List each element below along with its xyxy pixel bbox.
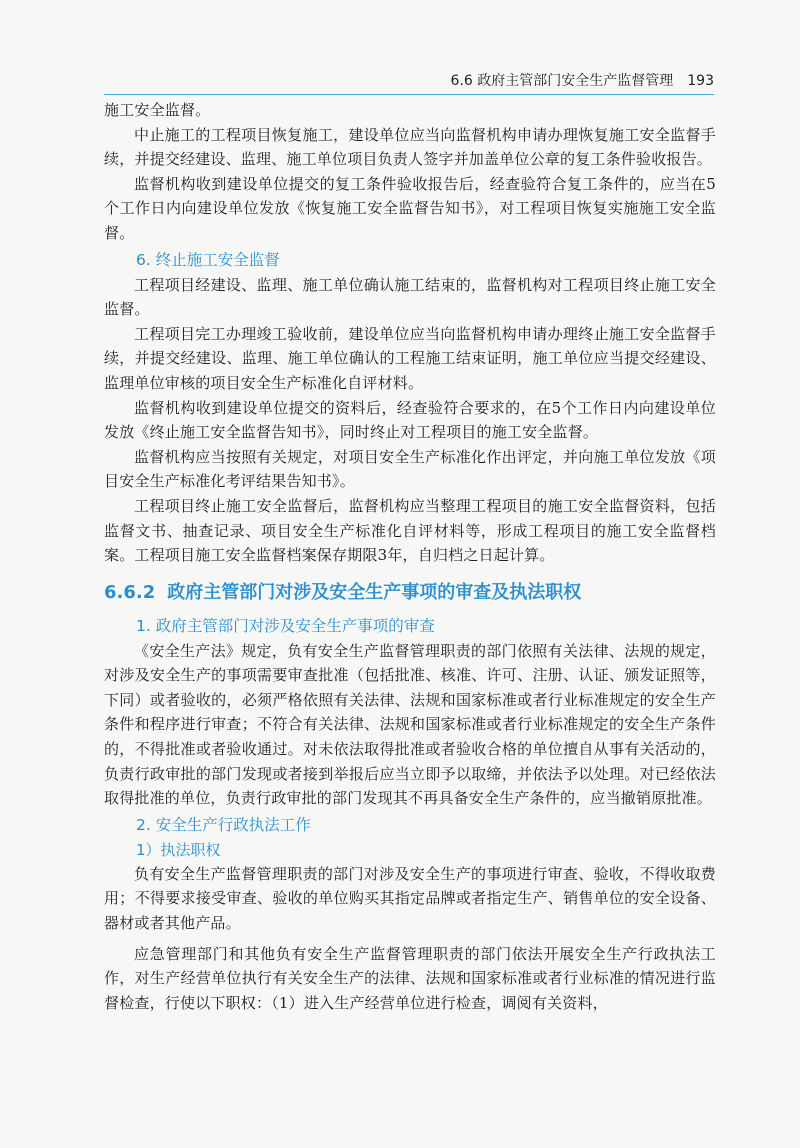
section-title: 政府主管部门对涉及安全生产事项的审查及执法职权 — [167, 581, 582, 603]
section-heading — [104, 578, 716, 608]
paragraph: 应急管理部门和其他负有安全生产监督管理职责的部门依法开展安全生产行政执法工作，对生产经营单位执行有关安全生产的法律、法规和国家标准或者行业标准的情况进行监督检查，行使以下职权：（1）进入生产经营单位进行检查，调阅有关资料， — [104, 944, 716, 1012]
paragraph: 监督机构收到建设单位提交的资料后，经查验符合要求的，在5个工作日内向建设单位发放《终止施工安全监督告知书》，同时终止对工程项目的施工安全监督。 — [104, 398, 716, 442]
subsection-heading: 1. 政府主管部门对涉及安全生产事项的审查 — [136, 616, 435, 635]
paragraph: 中止施工的工程项目恢复施工，建设单位应当向监督机构申请办理恢复施工安全监督手续，并提交经建设、监理、施工单位项目负责人签字并加盖单位公章的复工条件验收报告。 — [104, 125, 716, 169]
page-number: 193 — [687, 73, 714, 89]
header-section-title: 6.6 政府主管部门安全生产监督管理 — [450, 73, 674, 89]
paragraph: 工程项目终止施工安全监督后，监督机构应当整理工程项目的施工安全监督资料，包括监督文书、抽查记录、项目安全生产标准化自评材料等，形成工程项目的施工安全监督档案。工程项目施工安全监督档案保存期限3年，自归档之日起计算。 — [104, 496, 716, 565]
sub-subsection-heading: 1）执法职权 — [136, 840, 221, 859]
running-header — [104, 64, 714, 95]
paragraph: 施工安全监督。 — [104, 101, 211, 119]
paragraph: 监督机构应当按照有关规定，对项目安全生产标准化作出评定，并向施工单位发放《项目安全生产标准化考评结果告知书》。 — [104, 447, 716, 491]
subsection-heading: 6. 终止施工安全监督 — [136, 250, 280, 269]
paragraph: 监督机构收到建设单位提交的复工条件验收报告后，经查验符合复工条件的，应当在5个工作日内向建设单位发放《恢复施工安全监督告知书》，对工程项目恢复实施施工安全监督。 — [104, 174, 716, 242]
paragraph: 《安全生产法》规定，负有安全生产监督管理职责的部门依照有关法律、法规的规定，对涉及安全生产的事项需要审查批准（包括批准、核准、许可、注册、认证、颁发证照等，下同）或者验收的，必须严格依照有关法律、法规和国家标准或者行业标准规定的安全生产条件和程序进行审查；不符合有关法律、法规和国家标准或者行业标准规定的安全生产条件的，不得批准或者验收通过。对未依法取得批准或者验收合格的单位擅自从事有关活动的，负责行政审批的部门发现或者接到举报后应当立即予以取缔，并依法予以处理。对已经依法取得批准的单位，负责行政审批的部门发现其不再具备安全生产条件的，应当撤销原批准。 — [104, 641, 716, 808]
paragraph: 负有安全生产监督管理职责的部门对涉及安全生产的事项进行审查、验收，不得收取费用；不得要求接受审查、验收的单位购买其指定品牌或者指定生产、销售单位的安全设备、器材或者其他产品。 — [104, 864, 716, 933]
paragraph: 工程项目经建设、监理、施工单位确认施工结束的，监督机构对工程项目终止施工安全监督。 — [104, 275, 716, 319]
body-content — [104, 98, 716, 1015]
subsection-heading: 2. 安全生产行政执法工作 — [136, 815, 311, 834]
section-number: 6.6.2 — [104, 581, 156, 603]
paragraph: 工程项目完工办理竣工验收前，建设单位应当向监督机构申请办理终止施工安全监督手续，并提交经建设、监理、施工单位确认的工程施工结束证明，施工单位应当提交经建设、监理单位审核的项目安全生产标准化自评材料。 — [104, 324, 716, 392]
